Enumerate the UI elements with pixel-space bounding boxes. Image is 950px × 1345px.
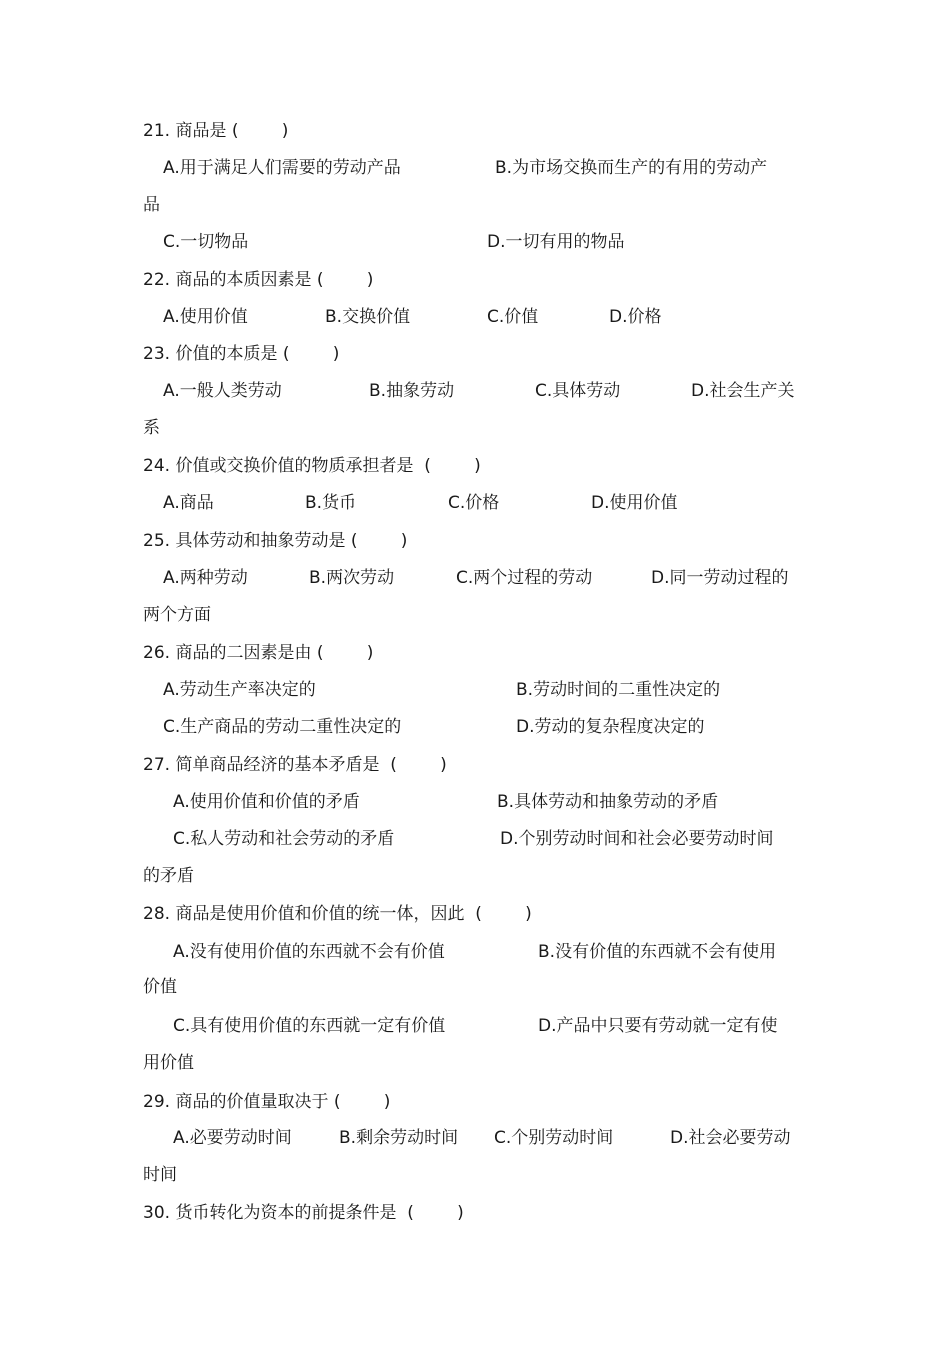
question-23-option-d: D.社会生产关 [691,381,795,401]
question-22-option-b: B.交换价值 [325,307,411,327]
question-28-option-d: D.产品中只要有劳动就一定有使 [538,1016,778,1036]
question-28-option-a: A.没有使用价值的东西就不会有价值 [173,942,445,962]
question-24-option-c: C.价格 [448,493,500,513]
question-25-stem: 25. 具体劳动和抽象劳动是 ( ) [143,531,408,551]
question-26-option-b: B.劳动时间的二重性决定的 [516,680,721,700]
question-26-stem: 26. 商品的二因素是由 ( ) [143,643,374,663]
question-27-option-d: D.个别劳动时间和社会必要劳动时间 [500,829,774,849]
question-21-stem: 21. 商品是 ( ) [143,121,289,141]
question-23-option-d-continued: 系 [143,418,160,438]
question-24-option-d: D.使用价值 [591,493,678,513]
question-21-option-d: D.一切有用的物品 [487,232,625,252]
question-22-option-d: D.价格 [609,307,662,327]
question-21-option-a: A.用于满足人们需要的劳动产品 [163,158,401,178]
question-22-option-c: C.价值 [487,307,539,327]
question-26-option-d: D.劳动的复杂程度决定的 [516,717,705,737]
question-29-stem: 29. 商品的价值量取决于 ( ) [143,1092,391,1112]
question-27-option-b: B.具体劳动和抽象劳动的矛盾 [497,792,719,812]
question-27-option-d-continued: 的矛盾 [143,866,194,886]
question-28-stem: 28. 商品是使用价值和价值的统一体，因此 ( ) [143,904,532,924]
question-25-option-d-continued: 两个方面 [143,605,211,625]
question-21-option-c: C.一切物品 [163,232,249,252]
question-27-option-c: C.私人劳动和社会劳动的矛盾 [173,829,395,849]
question-28-option-c: C.具有使用价值的东西就一定有价值 [173,1016,446,1036]
question-23-option-c: C.具体劳动 [535,381,621,401]
question-29-option-d: D.社会必要劳动 [670,1128,791,1148]
question-28-option-b: B.没有价值的东西就不会有使用 [538,942,777,962]
question-25-option-c: C.两个过程的劳动 [456,568,593,588]
question-30-stem: 30. 货币转化为资本的前提条件是 ( ) [143,1203,464,1223]
question-29-option-b: B.剩余劳动时间 [339,1128,459,1148]
question-25-option-b: B.两次劳动 [309,568,395,588]
question-26-option-c: C.生产商品的劳动二重性决定的 [163,717,402,737]
question-24-stem: 24. 价值或交换价值的物质承担者是 ( ) [143,456,481,476]
question-21-option-b: B.为市场交换而生产的有用的劳动产 [495,158,768,178]
question-25-option-a: A.两种劳动 [163,568,248,588]
question-27-option-a: A.使用价值和价值的矛盾 [173,792,360,812]
question-29-option-d-continued: 时间 [143,1165,177,1185]
question-24-option-b: B.货币 [305,493,357,513]
question-28-option-b-continued: 价值 [143,977,177,997]
question-27-stem: 27. 简单商品经济的基本矛盾是 ( ) [143,755,447,775]
question-28-option-d-continued: 用价值 [143,1053,194,1073]
question-21-option-b-continued: 品 [143,195,160,215]
question-23-option-a: A.一般人类劳动 [163,381,282,401]
question-23-stem: 23. 价值的本质是 ( ) [143,344,340,364]
question-26-option-a: A.劳动生产率决定的 [163,680,316,700]
question-29-option-c: C.个别劳动时间 [494,1128,614,1148]
question-29-option-a: A.必要劳动时间 [173,1128,292,1148]
question-23-option-b: B.抽象劳动 [369,381,455,401]
question-22-option-a: A.使用价值 [163,307,248,327]
question-22-stem: 22. 商品的本质因素是 ( ) [143,270,374,290]
question-25-option-d: D.同一劳动过程的 [651,568,789,588]
question-24-option-a: A.商品 [163,493,214,513]
